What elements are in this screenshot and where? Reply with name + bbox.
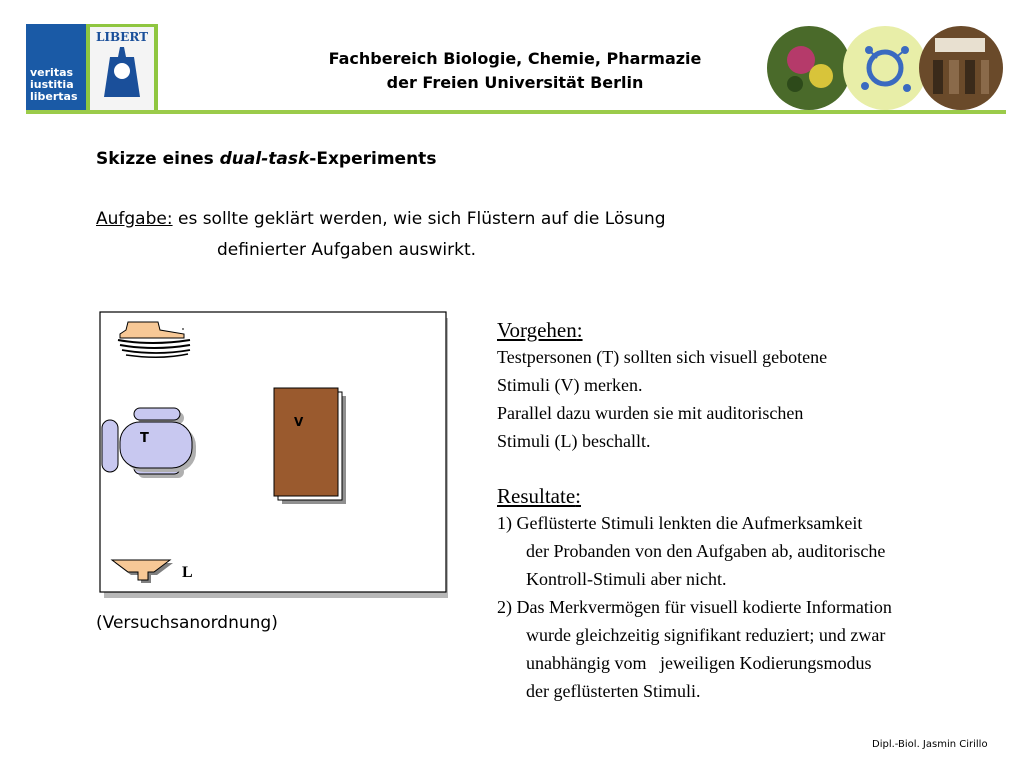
results-title-colon: : (575, 484, 581, 508)
diagram-caption: (Versuchsanordnung) (96, 613, 278, 633)
heading-suffix: -Experiments (309, 149, 437, 169)
results-title-text: Resultate (497, 484, 576, 508)
procedure-line: Parallel dazu wurden sie mit auditorischen (497, 403, 804, 423)
page-title-line: Fachbereich Biologie, Chemie, Pharmazie (328, 49, 702, 68)
heading-italic: dual-task (219, 149, 310, 169)
slide-heading (96, 149, 436, 169)
seal-emblem-icon (90, 27, 154, 111)
results-line: der geflüsterten Stimuli. (526, 681, 701, 701)
header-photos (765, 20, 1005, 112)
results-line: der Probanden von den Aufgaben ab, auditorische (526, 541, 886, 561)
procedure-line: Testpersonen (T) sollten sich visuell gebotene (497, 347, 828, 367)
results-line: 2) Das Merkvermögen für visuell kodierte Information (497, 597, 892, 617)
task-description (96, 209, 666, 229)
person-label: T (140, 431, 149, 446)
page-title-line: der Freien Universität Berlin (386, 73, 644, 92)
procedure-title-text: Vorgehen (497, 318, 577, 342)
procedure-title (497, 318, 827, 343)
task-label: Aufgabe: (96, 209, 173, 229)
results-section (497, 484, 892, 705)
header-divider (26, 110, 1006, 114)
procedure-line: Stimuli (L) beschallt. (497, 431, 651, 451)
pharmacy-photo-icon (919, 26, 1003, 110)
speaker-label: L (182, 564, 193, 581)
procedure-title-colon: : (576, 318, 583, 342)
task-line: es sollte geklärt werden, wie sich Flüstern auf die Lösung (172, 209, 666, 229)
visual-stimulus-board (274, 388, 346, 504)
logo-motto-panel (26, 24, 86, 112)
author-footer: Dipl.-Biol. Jasmin Cirillo (872, 739, 988, 750)
university-logo (26, 24, 158, 112)
results-title (497, 484, 892, 509)
molecule-photo-icon (843, 26, 927, 110)
stimulus-label: V (294, 415, 304, 429)
task-line: definierter Aufgaben auswirkt. (217, 240, 477, 260)
procedure-section (497, 318, 827, 455)
results-line: unabhängig vom jeweiligen Kodierungsmodus (526, 653, 872, 673)
heading-prefix: Skizze eines (96, 149, 220, 169)
results-line: 1) Geflüsterte Stimuli lenkten die Aufmerksamkeit (497, 513, 863, 533)
logo-motto-line: iustitia (30, 78, 74, 91)
logo-motto-line: veritas (30, 66, 74, 79)
results-line: wurde gleichzeitig signifikant reduziert; und zwar (526, 625, 886, 645)
procedure-line: Stimuli (V) merken. (497, 375, 643, 395)
plant-photo-icon (767, 26, 851, 110)
results-line: Kontroll-Stimuli aber nicht. (526, 569, 727, 589)
logo-emblem-text: LIBERT (95, 30, 149, 44)
page-title (260, 47, 770, 95)
logo-motto-line: libertas (30, 90, 78, 103)
experiment-setup-diagram (98, 310, 450, 600)
